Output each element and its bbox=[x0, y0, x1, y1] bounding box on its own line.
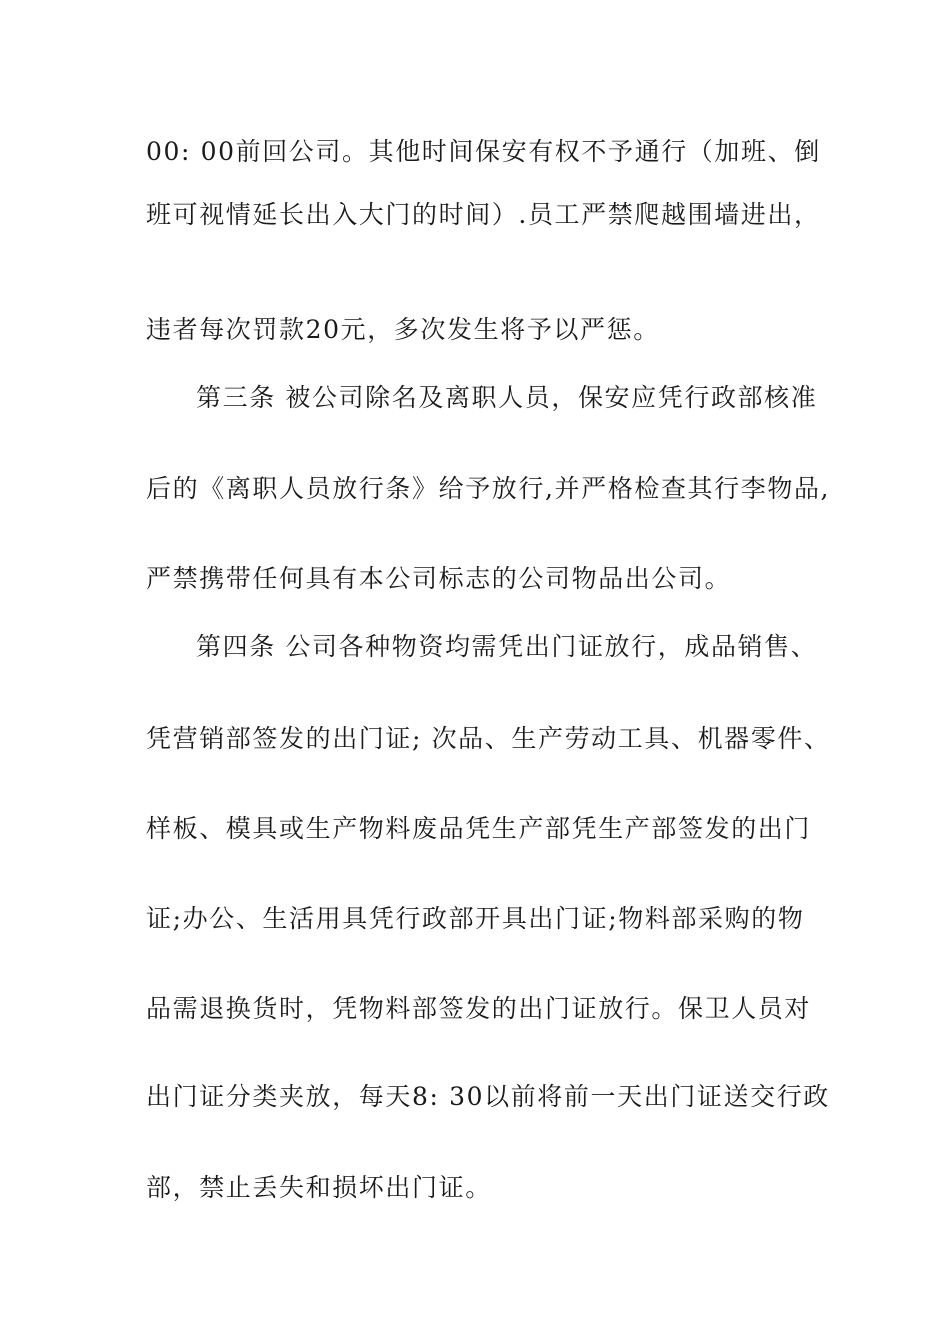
article-3-heading-line: 第三条 被公司除名及离职人员，保安应凭行政部核准 bbox=[196, 383, 818, 412]
paragraph-line: 证;办公、生活用具凭行政部开具出门证;物料部采购的物 bbox=[146, 904, 805, 933]
paragraph-line: 出门证分类夹放，每天8: 30以前将前一天出门证送交行政 bbox=[146, 1082, 830, 1111]
paragraph-line: 样板、模具或生产物料废品凭生产部凭生产部签发的出门 bbox=[146, 814, 812, 843]
paragraph-line: 品需退换货时，凭物料部签发的出门证放行。保卫人员对 bbox=[146, 994, 812, 1023]
paragraph-line: 班可视情延长出入大门的时间）.员工严禁爬越围墙进出， bbox=[146, 200, 821, 229]
paragraph-line: 凭营销部签发的出门证; 次品、生产劳动工具、机器零件、 bbox=[146, 724, 831, 753]
paragraph-line: 严禁携带任何具有本公司标志的公司物品出公司。 bbox=[146, 564, 732, 593]
article-4-heading-line: 第四条 公司各种物资均需凭出门证放行，成品销售、 bbox=[196, 632, 818, 661]
paragraph-line: 部，禁止丢失和损坏出门证。 bbox=[146, 1173, 492, 1202]
paragraph-line: 00: 00前回公司。其他时间保安有权不予通行（加班、倒 bbox=[146, 137, 821, 166]
paragraph-line: 后的《离职人员放行条》给予放行,并严格检查其行李物品, bbox=[146, 474, 831, 503]
paragraph-line: 违者每次罚款20元，多次发生将予以严惩。 bbox=[146, 315, 660, 344]
